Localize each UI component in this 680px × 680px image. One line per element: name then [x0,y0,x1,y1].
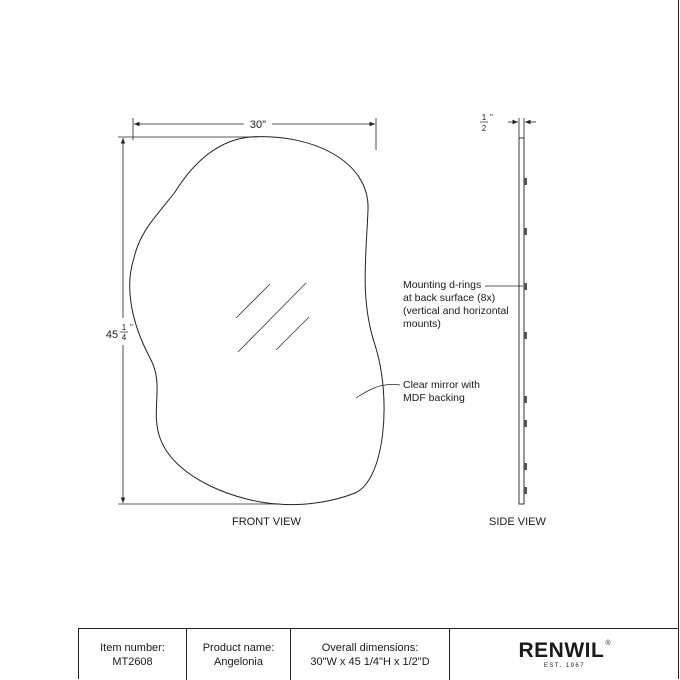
svg-text:4: 4 [121,333,127,342]
side-view [508,118,536,504]
svg-text:45: 45 [105,329,119,341]
product-name-label: Product name: [202,641,275,654]
mirror-outline [130,137,384,505]
item-number-cell [79,629,187,680]
registered-mark: ® [605,639,611,647]
svg-text:": " [490,113,493,122]
item-number-value: MT2608 [112,655,153,668]
product-name-cell [187,629,291,680]
item-number-label: Item number: [100,641,165,654]
width-dimension-text: 30" [249,119,267,131]
brand-name: RENWIL [518,638,605,662]
title-block [78,628,679,679]
mounting-callout: Mounting d-rings at back surface (8x) (vertical and horizontal mounts) [403,279,509,330]
brand-logo [519,640,611,662]
overall-dimensions-cell [291,629,450,680]
reflection-marks [236,283,309,352]
height-dimension-text [106,323,133,342]
product-name-value: Angelonia [214,655,263,668]
svg-text:1: 1 [481,113,487,122]
mirror-callout: Clear mirror with MDF backing [403,379,481,404]
overall-dimensions-value: 30"W x 45 1/4"H x 1/2"D [310,655,430,668]
overall-dimensions-label: Overall dimensions: [321,641,419,654]
front-view-label: FRONT VIEW [232,516,301,528]
svg-text:1: 1 [121,323,127,332]
mirror-callout-leader [356,384,400,398]
depth-dimension-text [480,113,493,133]
svg-text:": " [130,323,133,332]
brand-tagline: EST. 1967 [543,662,586,669]
d-ring-marks [524,178,527,494]
height-dimension [118,137,280,504]
brand-cell [450,629,679,680]
svg-text:2: 2 [481,124,487,133]
side-view-label: SIDE VIEW [489,516,546,528]
